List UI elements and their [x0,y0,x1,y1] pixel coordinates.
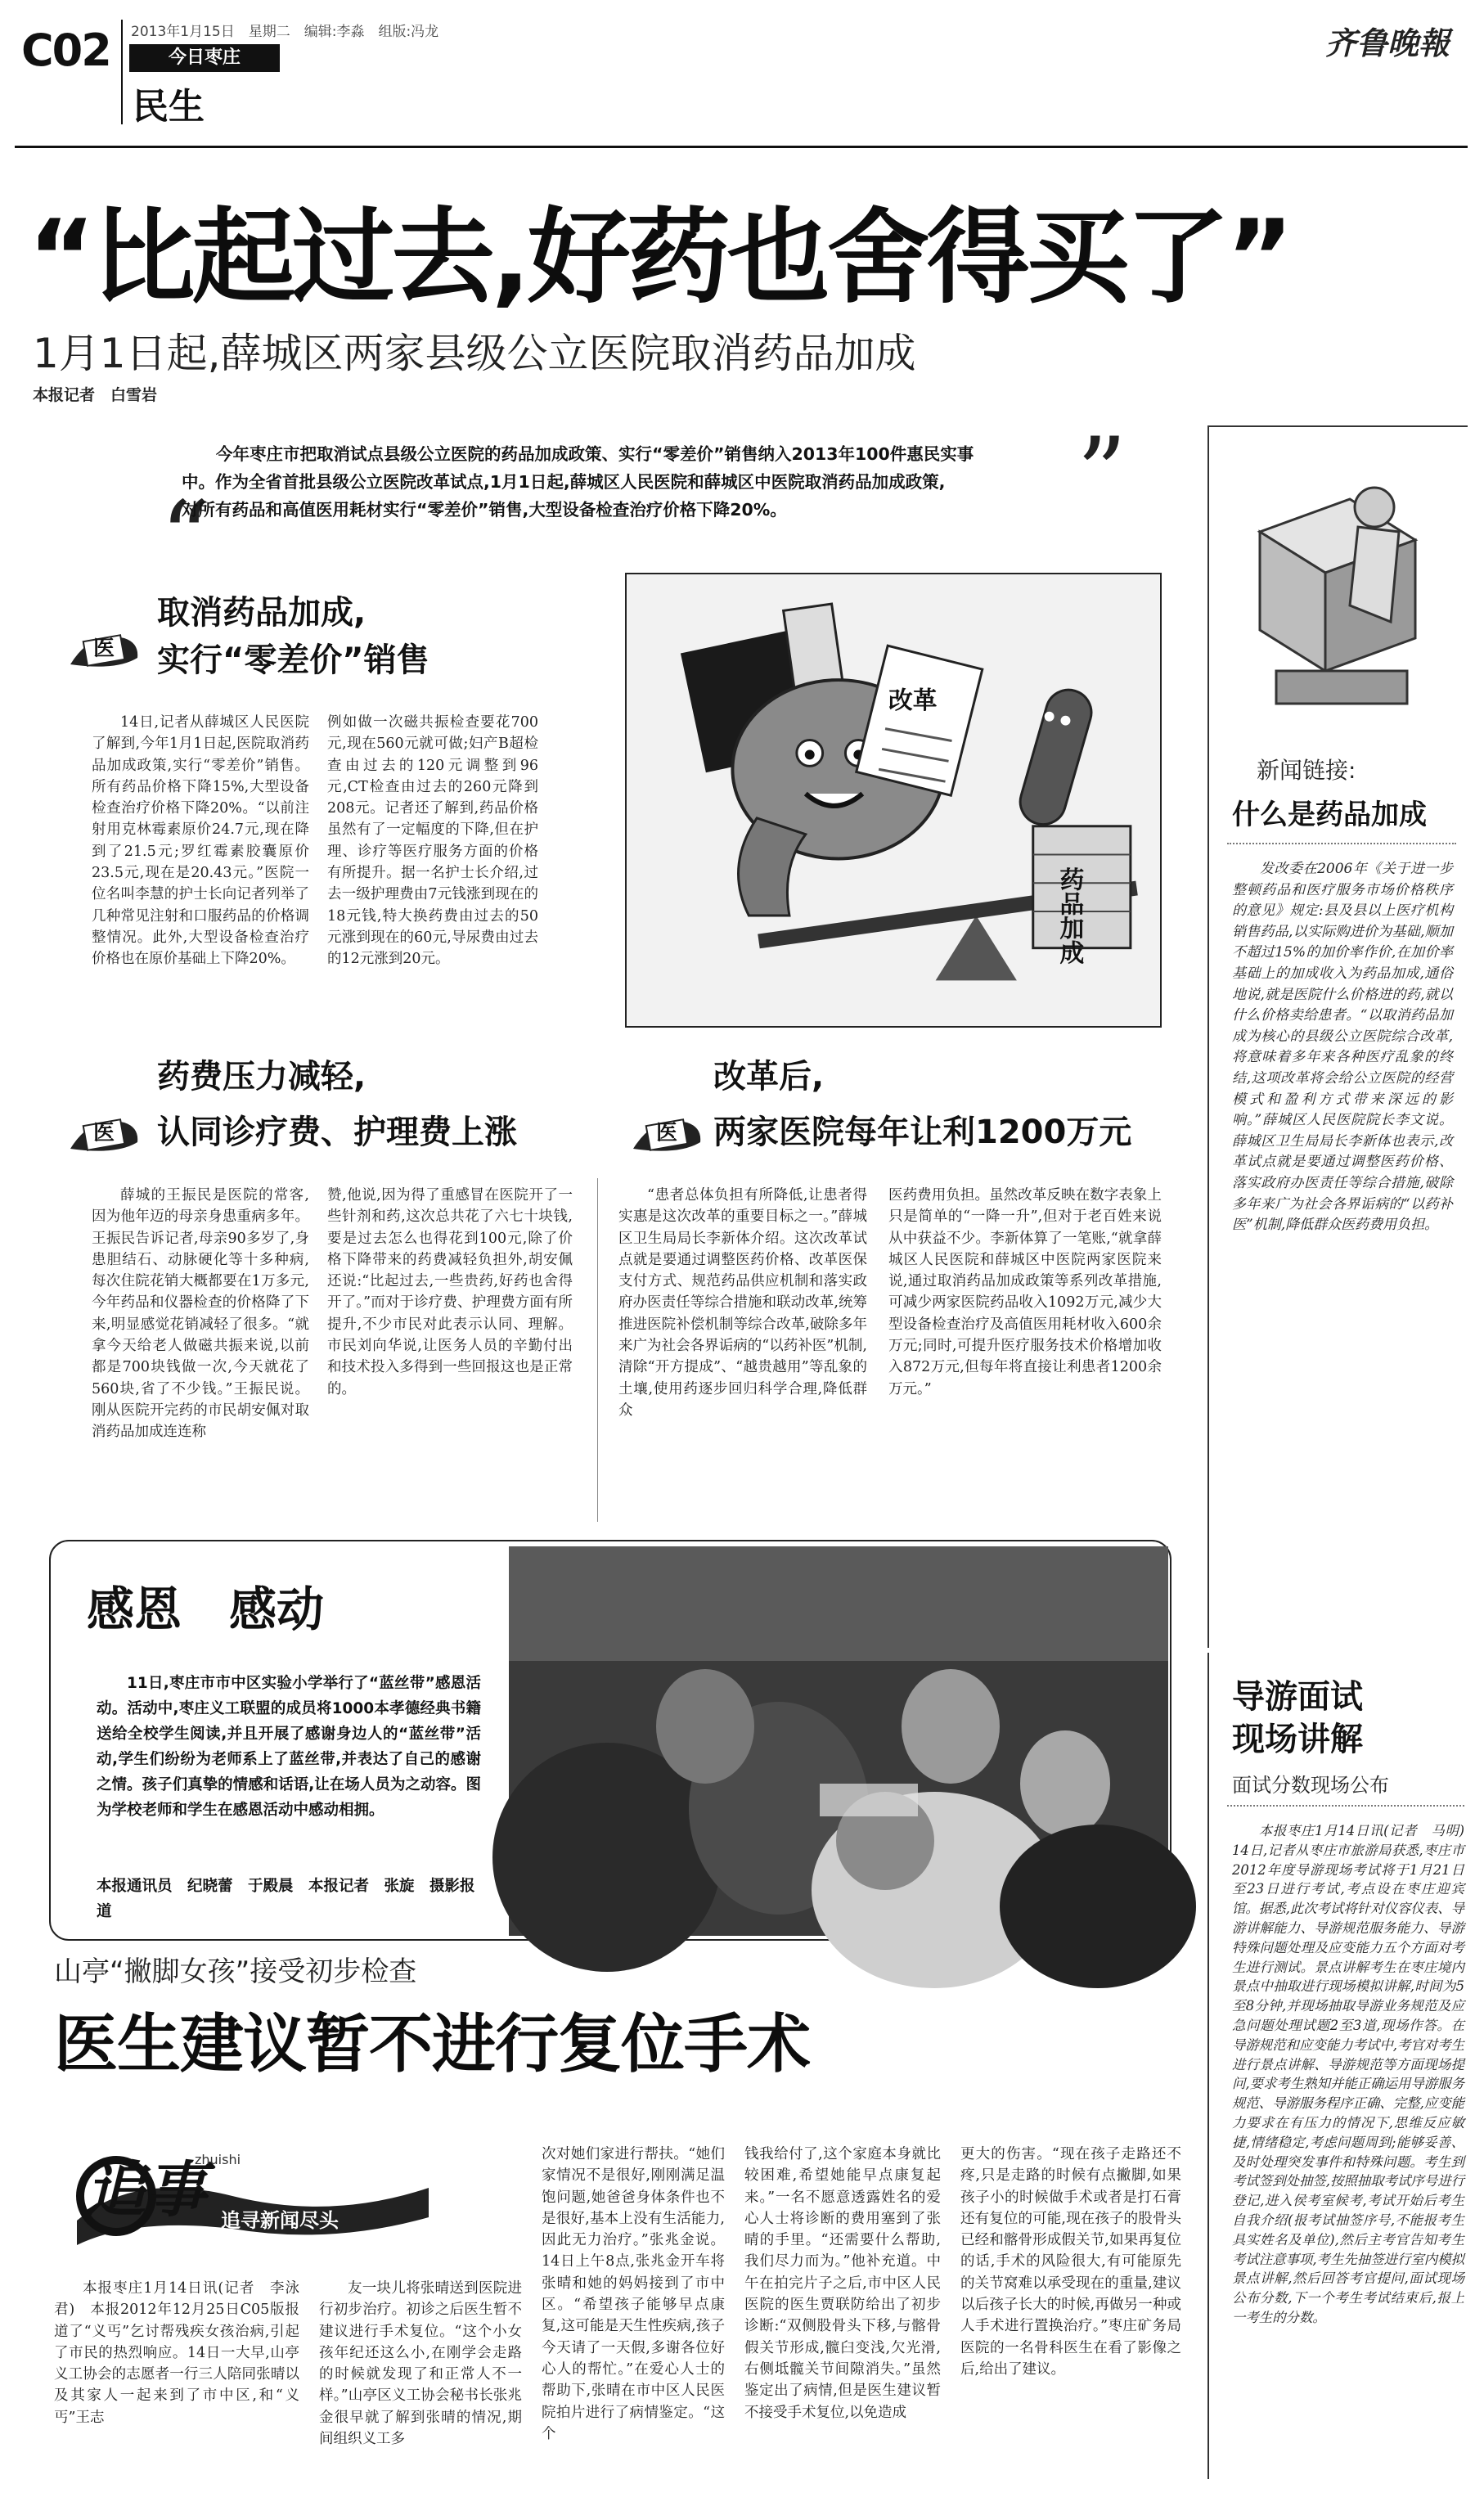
section-title-line: 改革后, [713,1058,825,1096]
lead-intro-line: 对所有药品和高值医用耗材实行“零差价”销售,大型设备检查治疗价格下降20%。 [182,500,787,520]
section-title-line: 两家医院每年让利1200万元 [713,1114,1132,1151]
lame-girl-column-1: 本报枣庄1月14日讯(记者 李泳君) 本报2012年12月25日C05版报道了“义丐”乞讨帮残疾女孩治病,引起了市民的热烈响应。14日一大早,山亭义工协会的志愿者一行三人陪同张晴以及其家人一起来到了市中区,和“义丐”王志 [54,2280,299,2426]
lead-column-2: 例如做一次磁共振检查要花700元,现在560元就可做;妇产B超检查由过去的120元调整到96元,CT检查由过去的260元降到208元。记者还了解到,药品价格虽然有了一定幅度的下降,但在护理、诊疗等医疗服务方面的价格有所提升。据一名护士长介绍,过去一级护理费由7元钱涨到现在的18元钱,特大换药费由过去的50元涨到现在的60元,导尿费由过去的12元涨到20元。 [327,714,538,968]
section-title-line: 药费压力减轻, [157,1058,367,1096]
gratitude-credits: 本报通讯员 纪晓蕾 于殿晨 本报记者 张旋 摄影报道 [97,1878,475,1920]
gratitude-hug-photo [509,1546,1168,1936]
lead-headline: “比起过去,好药也舍得买了” [28,197,1291,317]
reform-cartoon-illustration [625,573,1162,1028]
gratitude-text: 11日,枣庄市市中区实验小学举行了“蓝丝带”感恩活动。活动中,枣庄义工联盟的成员将1000本孝德经典书籍送给全校学生阅读,并且开展了感谢身边人的“蓝丝带”活动,学生们纷纷为老师系上了蓝丝带,并表达了自己的感谢之情。孩子们真挚的情感和话语,让在场人员为之动容。图为学校老师和学生在感恩活动中感动相拥。 [97,1675,481,1819]
lead-column-5: “患者总体负担有所降低,让患者得实惠是这次改革的重要目标之一。”薛城区卫生局局长李新体介绍。这次改革试点就是要通过调整医药价格、改革医保支付方式、规范药品供应机制和落实政府办医责任等综合措施和联动改革,统筹推进医院补偿机制等综合改革,破除多年来广为社会各界诟病的“以药补医”机制,清除“开方提成”、“越贵越用”等乱象的土壤,使用药逐步回归科学合理,降低群众 [618,1187,867,1419]
tour-guide-title-line: 导游面试 [1232,1678,1363,1716]
tour-guide-subtitle: 面试分数现场公布 [1232,1774,1389,1797]
cartoon-reform-label: 改革 [888,686,938,715]
section-title-line: 认同诊疗费、护理费上涨 [157,1114,517,1151]
sidebar-kicker: 新闻链接: [1257,757,1356,784]
sidebar-title: 什么是药品加成 [1232,799,1427,831]
lame-girl-column-3: 次对她们家进行帮扶。“她们家情况不是很好,刚刚满足温饱问题,她爸爸身体条件也不是很好,基本上没有生活能力,因此无力治疗。”张兆金说。14日上午8点,张兆金开车将张晴和她的妈妈接到了市中区。“希望孩子能够早点康复,这可能是天生性疾病,孩子今天请了一天假,多谢各位好心人的帮忙。”在爱心人士的帮助下,张晴在市中区人民医院拍片进行了病情鉴定。“这个 [542,2146,725,2442]
lead-intro [182,440,1090,524]
lead-column-3: 薛城的王振民是医院的常客,因为他年迈的母亲身患重病多年。王振民告诉记者,母亲90多岁了,身患胆结石、动脉硬化等十多种病,每次住院花销大概都要在1万多元,今年药品和仪器检查的价格降了下来,明显感觉花销减轻了很多。“就拿今天给老人做磁共振来说,以前都是700块钱做一次,今天就花了560块,省了不少钱。”王振民说。刚从医院开完药的市民胡安佩对取消药品加成连连称 [92,1187,309,1441]
page-code: C02 [21,25,110,76]
lame-girl-column-2: 友一块儿将张晴送到医院进行初步治疗。初诊之后医生暂不建议进行手术复位。“这个小女孩年纪还这么小,在刚学会走路的时候就发现了和正常人不一样。”山亭区义工协会秘书长张兆金很早就了解到张晴的情况,期间组织义工多 [319,2280,522,2448]
section-title-line: 取消药品加成, [157,594,367,632]
column-logo-pinyin: zhuishi [195,2152,241,2167]
section-tag: 今日枣庄 [129,44,280,72]
boxes-illustration [1227,458,1448,728]
tour-guide-title [1232,1676,1363,1761]
section-title-1 [157,589,429,684]
tour-guide-text: 本报枣庄1月14日讯(记者 马明) 14日,记者从枣庄市旅游局获悉,枣庄市2012年度导游现场考试将于1月21日至23日进行考试,考点设在枣庄迎宾馆。据悉,此次考试将针对仪容仪表、导游讲解能力、导游规范服务能力、导游特殊问题处理及应变能力五个方面对考生进行测试。景点讲解考生在枣庄境内景点中抽取进行现场模拟讲解,时间为5至8分钟,并现场抽取导游业务规范及应急问题处理试题2至3道,现场作答。在导游规范和应变能力考试中,考官对考生进行景点讲解、导游规范等方面现场提问,要求考生熟知并能正确运用导游服务规范、导游服务程序正确、完整,应变能力要求在有压力的情况下,思维反应敏捷,情绪稳定,考虑问题周到;能够妥善、及时处理突发事件和特殊问题。考生到考试签到处抽签,按照抽取考试序号进行登记,进入侯考室候考,考试开始后考生自我介绍(报考试抽签序号,不能报考生具实姓名及单位),然后主考官告知考生考试注意事项,考生先抽签进行室内模拟景点讲解,然后回答考官提问,面试现场公布分数,下一个考生考试结束后,报上一考生的分数。 [1232,1823,1478,2325]
lead-intro-line: 中。作为全省首批县级公立医院改革试点,1月1日起,薛城区人民医院和薛城区中医院取消药品加成政策, [182,472,946,492]
section-title-line: 实行“零差价”销售 [157,641,429,679]
tour-guide-title-line: 现场讲解 [1232,1721,1363,1758]
column-divider [597,1178,598,1522]
section-name: 民生 [133,86,205,128]
lame-girl-headline: 医生建议暂不进行复位手术 [54,2008,811,2081]
column-logo-text: 追事 [85,2155,206,2225]
sidebar-divider [1227,843,1456,844]
badge-glyph: 医 [93,637,115,661]
masthead-bottom-rule [15,146,1468,148]
lead-column-1: 14日,记者从薛城区人民医院了解到,今年1月1日起,医院取消药品加成政策,实行“零差价”销售。所有药品价格下降15%,大型设备检查治疗价格下降20%。“以前注射用克林霉素原价24.7元,现在降到了21.5元;罗红霉素胶囊原价23.5元,现在是20.43元。”医院一位名叫李慧的护士长向记者列举了几种常见注射和口服药品的价格调整情况。此外,大型设备检查治疗价格也在原价基础上下降20%。 [92,714,309,968]
badge-glyph: 医 [656,1121,678,1145]
lead-subhead: 1月1日起,薛城区两家县级公立医院取消药品加成 [33,330,916,377]
badge-glyph: 医 [93,1121,115,1145]
tour-guide-left-rule [1207,1653,1209,2479]
close-quote-mark: ” [1077,417,1127,531]
lead-byline: 本报记者 白雪岩 [33,386,158,404]
lame-girl-kicker: 山亭“撇脚女孩”接受初步检查 [54,1955,417,1988]
tour-guide-divider [1227,1805,1464,1807]
date-line: 2013年1月15日 星期二 编辑:李淼 组版:冯龙 [131,24,439,40]
lame-girl-column-5: 更大的伤害。“现在孩子走路还不疼,只是走路的时候有点撇脚,如果孩子小的时候做手术或者是打石膏还有复位的可能,现在孩子的股骨头已经和髂骨形成假关节,如果再复位的话,手术的风险很大,有可能原先的关节窝难以承受现在的重量,建议以后孩子长大的时候,再做另一种或人手术进行置换治疗。”枣庄矿务局医院的一名骨科医生在看了影像之后,给出了建议。 [960,2146,1181,2378]
masthead-divider [121,20,123,124]
lead-intro-line: 今年枣庄市把取消试点县级公立医院的药品加成政策、实行“零差价”销售纳入2013年100件惠民实事 [216,444,974,464]
gratitude-title: 感恩 感动 [87,1582,325,1637]
sidebar-text: 发改委在2006年《关于进一步整顿药品和医疗服务市场价格秩序的意见》规定:县及县以上医疗机构销售药品,以实际购进价为基础,顺加不超过15%的加价率作价,在加价率基础上的加成收入为药品加成,通俗地说,就是医院什么价格进的药,就以什么价格卖给患者。“以取消药品加成为核心的县级公立医院综合改革,将意味着多年来各种医疗乱象的终结,这项改革将会给公立医院的经营模式和盈利方式带来深远的影响。”薛城区人民医院院长李文说。薛城区卫生局局长李新体也表示,改革试点就是要通过调整医药价格、落实政府办医责任等综合措施,破除多年来广为社会各界诟病的“以药补医”机制,降低群众医药费用负担。 [1232,861,1453,1234]
paper-logo: 齐鲁晚報 [1325,25,1450,61]
section-title-2 [157,1049,517,1160]
section-title-3 [713,1049,1131,1160]
lead-column-6: 医药费用负担。虽然改革反映在数字表象上只是简单的“一降一升”,但对于老百姓来说从中获益不少。李新体算了一笔账,“就拿薛城区人民医院和薛城区中医院两家医院来说,通过取消药品加成政策等系列改革措施,可减少两家医院药品收入1092万元,减少大型设备检查治疗及高值医用耗材收入600余万元;同时,可提升医疗服务技术价格增加收入872万元,但每年将直接让利患者1200余万元。” [888,1187,1162,1397]
open-quote-mark: “ [160,481,211,595]
lame-girl-column-4: 钱我给付了,这个家庭本身就比较困难,希望她能早点康复起来。”一名不愿意透露姓名的爱心人士将诊断的费用塞到了张晴的手里。“还需要什么帮助,我们尽力而为。”他补充道。中午在拍完片子之后,市中区人民医院的医生贾联防给出了初步诊断:“双侧股骨头下移,与髂骨假关节形成,髋臼变浅,欠光滑,右侧坻髋关节间隙消失。”虽然鉴定出了病情,但是医生建议暂不接受手术复位,以免造成 [744,2146,941,2421]
cartoon-addon-label: 药品加成 [1055,866,1084,965]
lead-column-4: 赞,他说,因为得了重感冒在医院开了一些针剂和药,这次总共花了六七十块钱,要是过去怎么也得花到100元,除了价格下降带来的药费减轻负担外,胡安佩还说:“比起过去,一些贵药,好药也舍得开了。”而对于诊疗费、护理费方面有所提升,不少市民对此表示认同、理解。市民刘向华说,让医务人员的辛勤付出和技术投入多得到一些回报这也是正常的。 [327,1187,573,1397]
column-logo-tagline: 追寻新闻尽头 [221,2209,339,2232]
